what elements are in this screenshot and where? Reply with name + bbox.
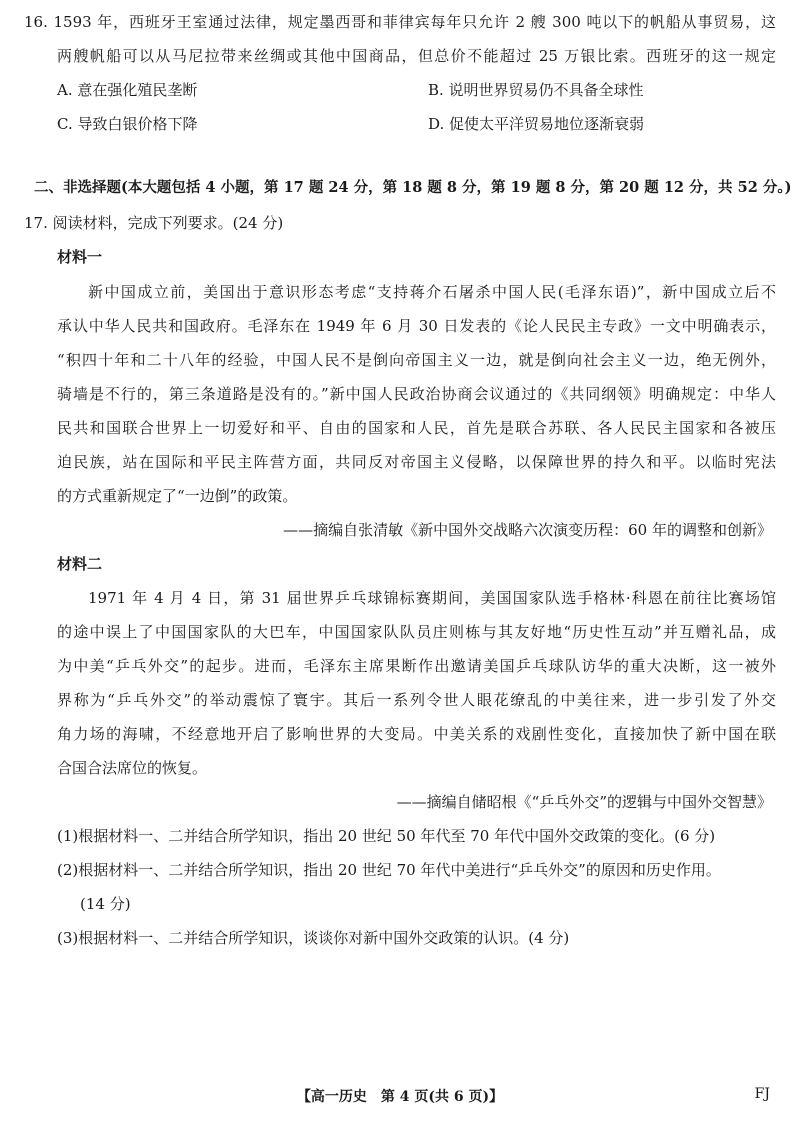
- material1-line: 新中国成立前，美国出于意识形态考虑“支持蒋介石屠杀中国人民(毛泽东语)”，新中国成立后不: [88, 283, 776, 301]
- q17-sub3: (3)根据材料一、二并结合所学知识，谈谈你对新中国外交政策的认识。(4 分): [57, 929, 570, 947]
- material1-title: 材料一: [57, 248, 103, 266]
- material2-line: 角力场的海啸，不经意地开启了影响世界的大变局。中美关系的戏剧性变化，直接加快了新中国在联: [57, 725, 776, 743]
- q16-stem-line2: 两艘帆船可以从马尼拉带来丝绸或其他中国商品，但总价不能超过 25 万银比索。西班牙的这一规定: [57, 47, 776, 65]
- material1-line: 的方式重新规定了“一边倒”的政策。: [57, 487, 298, 505]
- material1-line: 迫民族，站在国际和平民主阵营方面，共同反对帝国主义侵略，以保障世界的持久和平。以临时宪法: [57, 453, 776, 471]
- material2-line: 的途中误上了中国国家队的大巴车，中国国家队队员庄则栋与其友好地“历史性互动”并互赠礼品，成: [57, 623, 776, 641]
- material1-line: 骑墙是不行的，第三条道路是没有的。”新中国人民政治协商会议通过的《共同纲领》明确规定：中华人: [57, 385, 776, 403]
- material1-source: ——摘编自张清敏《新中国外交战略六次演变历程：60 年的调整和创新》: [283, 521, 772, 539]
- q16-option-a: A. 意在强化殖民垄断: [57, 81, 198, 99]
- material1-line: 民共和国联合世界上一切爱好和平、自由的国家和人民，首先是联合苏联、各人民民主国家和各被压: [57, 419, 776, 437]
- q17-sub1: (1)根据材料一、二并结合所学知识，指出 20 世纪 50 年代至 70 年代中国外交政策的变化。(6 分): [57, 827, 716, 845]
- material1-line: 承认中华人民共和国政府。毛泽东在 1949 年 6 月 30 日发表的《论人民民主专政》一文中明确表示，: [57, 317, 776, 335]
- section2-heading: 二、非选择题(本大题包括 4 小题，第 17 题 24 分，第 18 题 8 分，第 19 题 8 分，第 20 题 12 分，共 52 分。): [34, 179, 792, 196]
- q17-intro: 17. 阅读材料，完成下列要求。(24 分): [24, 214, 284, 232]
- page-footer: 【高一历史 第 4 页(共 6 页)】: [296, 1089, 504, 1105]
- material2-line: 为中美“乒乓外交”的起步。进而，毛泽东主席果断作出邀请美国乒乓球队访华的重大决断，这一被外: [57, 657, 776, 675]
- footer-code: FJ: [754, 1086, 770, 1102]
- q16-stem-line1: 16. 1593 年，西班牙王室通过法律，规定墨西哥和菲律宾每年只允许 2 艘 300 吨以下的帆船从事贸易，这: [24, 13, 776, 31]
- material2-line: 界称为“乒乓外交”的举动震惊了寰宇。其后一系列令世人眼花缭乱的中美往来，进一步引发了外交: [57, 691, 776, 709]
- material2-line: 1971 年 4 月 4 日，第 31 届世界乒乓球锦标赛期间，美国国家队选手格林·科恩在前往比赛场馆: [88, 589, 776, 607]
- material2-line: 合国合法席位的恢复。: [57, 759, 208, 777]
- material2-title: 材料二: [57, 555, 103, 573]
- q16-option-c: C. 导致白银价格下降: [57, 115, 198, 133]
- q16-option-d: D. 促使太平洋贸易地位逐渐衰弱: [428, 115, 645, 133]
- material2-source: ——摘编自储昭根《“乒乓外交”的逻辑与中国外交智慧》: [396, 793, 772, 811]
- q17-sub2-line2: (14 分): [80, 895, 131, 913]
- q16-option-b: B. 说明世界贸易仍不具备全球性: [428, 81, 644, 99]
- material1-line: “积四十年和二十八年的经验，中国人民不是倒向帝国主义一边，就是倒向社会主义一边，绝无例外，: [57, 351, 776, 369]
- q17-sub2-line1: (2)根据材料一、二并结合所学知识，指出 20 世纪 70 年代中美进行“乒乓外交”的原因和历史作用。: [57, 861, 721, 879]
